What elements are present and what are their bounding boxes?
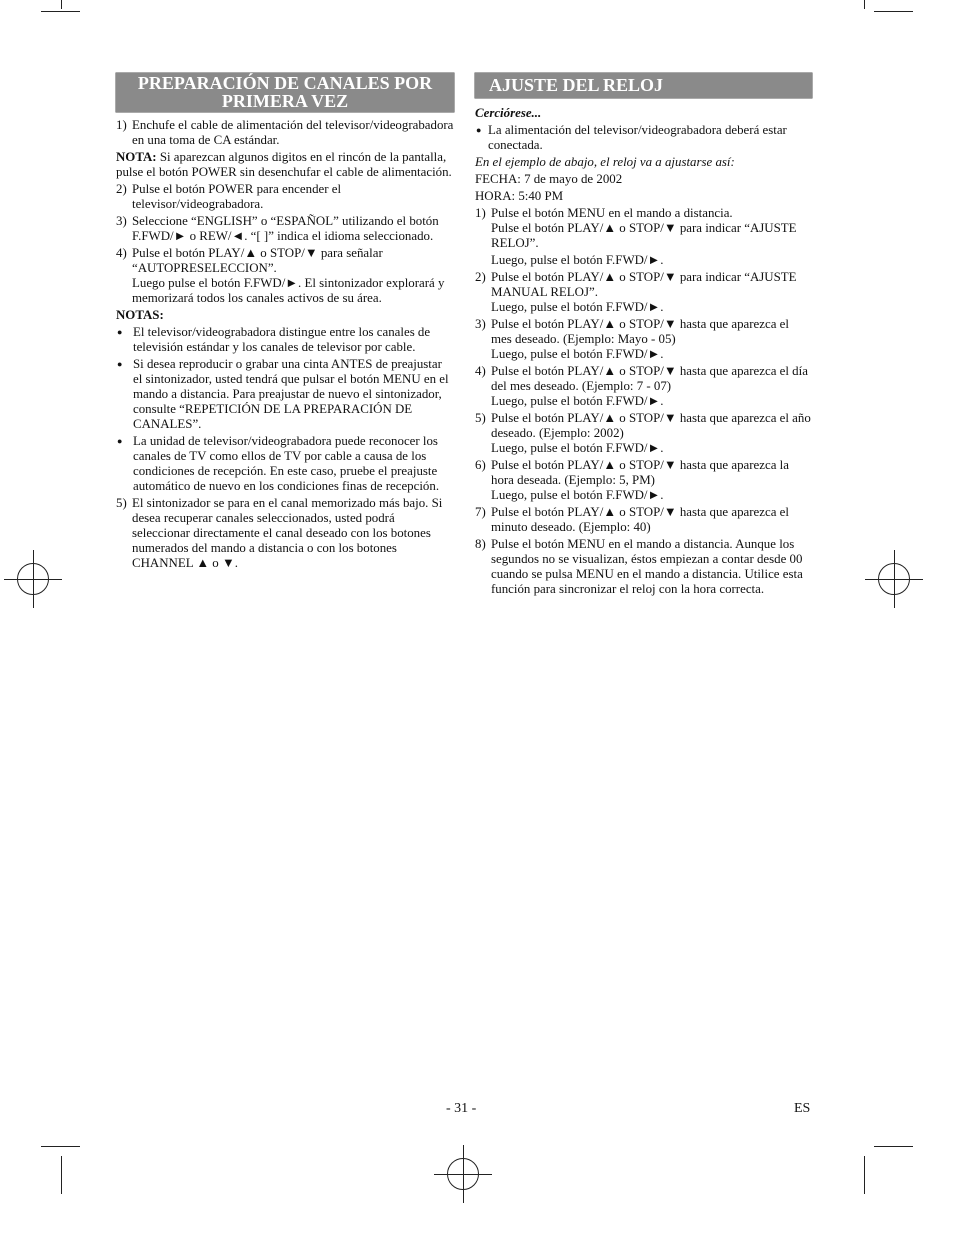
step-number: 6) — [475, 458, 486, 472]
step-number: 5) — [475, 411, 486, 425]
step-continuation: Luego, pulse el botón F.FWD/►. — [491, 347, 664, 361]
step-text: Pulse el botón PLAY/▲ o STOP/▼ hasta que aparezca el minuto deseado. (Ejemplo: 40) — [491, 505, 789, 534]
nota-text: Si aparezcan algunos digitos en el rincón de la pantalla, pulse el botón POWER sin desenchufar el cable de alimentación. — [116, 150, 452, 179]
clock-step-3 — [475, 317, 812, 347]
crop-mark — [61, 1156, 62, 1194]
bullet-icon: ● — [117, 436, 123, 446]
step-number: 5) — [116, 496, 127, 510]
step-continuation: Luego, pulse el botón F.FWD/►. — [491, 441, 664, 455]
registration-mark — [878, 563, 910, 595]
step-number: 8) — [475, 537, 486, 551]
crop-mark — [864, 0, 865, 9]
nota-bullet — [116, 325, 454, 355]
crop-mark — [874, 1146, 913, 1147]
crop-mark — [864, 1156, 865, 1194]
nota-bullet — [116, 434, 454, 494]
step-text: Pulse el botón PLAY/▲ o STOP/▼ hasta que aparezca el año deseado. (Ejemplo: 2002) — [491, 411, 811, 440]
nota-paragraph — [116, 150, 454, 180]
bullet-icon: ● — [117, 327, 123, 337]
registration-mark — [447, 1158, 479, 1190]
crop-mark — [61, 0, 62, 9]
clock-step-2 — [475, 270, 812, 300]
step-continuation: Luego, pulse el botón F.FWD/►. — [491, 253, 664, 267]
registration-mark — [17, 563, 49, 595]
clock-step-7 — [475, 505, 812, 535]
section-heading-clock: AJUSTE DEL RELOJ — [475, 73, 812, 98]
bullet-icon: ● — [117, 359, 123, 369]
step-continuation: Luego, pulse el botón F.FWD/►. — [491, 394, 664, 408]
right-column — [475, 73, 812, 599]
cerciorese-bullet — [475, 123, 812, 153]
cerciorese-label — [475, 106, 812, 121]
nota-bullet — [116, 357, 454, 432]
step-3 — [116, 214, 454, 244]
clock-steps-list — [475, 206, 812, 597]
step-text: Pulse el botón MENU en el mando a distancia. Aunque los segundos no se visualizan, éstos empiezan a contar desde 00 cuando se pulsa MENU en el mando a distancia. Utilice esta función para sincronizar el reloj con la hora correcta. — [491, 537, 803, 596]
step-number: 7) — [475, 505, 486, 519]
clock-step-8 — [475, 537, 812, 597]
step-number: 1) — [475, 206, 486, 220]
clock-step-4 — [475, 364, 812, 394]
step-text: Enchufe el cable de alimentación del televisor/videograbadora en una toma de CA estándar. — [132, 118, 454, 147]
example-intro: En el ejemplo de abajo, el reloj va a ajustarse así: — [475, 155, 735, 169]
crop-mark — [874, 11, 913, 12]
step-text: Pulse el botón PLAY/▲ o STOP/▼ para indicar “AJUSTE MANUAL RELOJ”. — [491, 270, 797, 299]
example-time: HORA: 5:40 PM — [475, 189, 564, 203]
step-text: Pulse el botón PLAY/▲ o STOP/▼ hasta que aparezca el día del mes deseado. (Ejemplo: 7 - 07) — [491, 364, 808, 393]
notas-label-text: NOTAS: — [116, 308, 164, 322]
step-text: Pulse el botón PLAY/▲ o STOP/▼ hasta que aparezca la hora deseada. (Ejemplo: 5, PM) — [491, 458, 789, 487]
cerciorese-text: Cerciórese... — [475, 106, 542, 120]
bullet-text: La unidad de televisor/videograbadora puede reconocer los canales de TV como ellos de TV por cable a causa de los condiciones de recepción. En este caso, pruebe el preajuste automático de nuevo en los condiciones finas de recepción. — [133, 434, 440, 493]
clock-step-6 — [475, 458, 812, 488]
clock-step-5 — [475, 411, 812, 441]
bullet-text: El televisor/videograbadora distingue entre los canales de televisión estándar y los canales de televisor por cable. — [133, 325, 431, 354]
nota-label: NOTA: — [116, 150, 157, 164]
clock-step-1 — [475, 206, 812, 221]
step-text: Pulse el botón MENU en el mando a distancia. — [491, 206, 733, 220]
step-text: Seleccione “ENGLISH” o “ESPAÑOL” utilizando el botón F.FWD/► o REW/◄. “[ ]” indica el idioma seleccionado. — [132, 214, 439, 243]
bullet-text: La alimentación del televisor/videograbadora deberá estar conectada. — [488, 123, 787, 152]
step-4-continuation: Luego pulse el botón F.FWD/►. El sintonizador explorará y memorizará todos los canales activos de su área. — [132, 276, 445, 305]
step-number: 3) — [475, 317, 486, 331]
step-2 — [116, 182, 454, 212]
step-number: 4) — [475, 364, 486, 378]
step-4 — [116, 246, 454, 276]
step-1 — [116, 118, 454, 148]
notas-label — [116, 308, 454, 323]
step-continuation: Pulse el botón PLAY/▲ o STOP/▼ para indicar “AJUSTE RELOJ”. — [491, 221, 797, 250]
step-number: 1) — [116, 118, 127, 132]
bullet-icon: ● — [476, 125, 482, 135]
crop-mark — [41, 1146, 80, 1147]
section-heading-channels: PREPARACIÓN DE CANALES POR PRIMERA VEZ — [116, 73, 454, 112]
example-date: FECHA: 7 de mayo de 2002 — [475, 172, 623, 186]
bullet-text: Si desea reproducir o grabar una cinta ANTES de preajustar el sintonizador, usted tendrá que pulsar el botón MENU en el mando a distancia. Para preajustar de nuevo el sintonizador, consulte “REPETICIÓN DE LA PREPARACIÓN DE CANALES”. — [133, 357, 449, 431]
step-number: 2) — [116, 182, 127, 196]
step-continuation: Luego, pulse el botón F.FWD/►. — [491, 488, 664, 502]
step-number: 2) — [475, 270, 486, 284]
step-continuation: Luego, pulse el botón F.FWD/►. — [491, 300, 664, 314]
page-number: - 31 - — [446, 1101, 477, 1116]
step-text: El sintonizador se para en el canal memorizado más bajo. Si desea recuperar canales seleccionados, usted podrá seleccionar directamente el canal deseado con los botones numerados del mando a distancia o con los botones CHANNEL ▲ o ▼. — [132, 496, 443, 570]
step-5 — [116, 496, 454, 571]
left-column — [116, 73, 454, 573]
step-text: Pulse el botón PLAY/▲ o STOP/▼ para señalar “AUTOPRESELECCION”. — [132, 246, 383, 275]
step-text: Pulse el botón POWER para encender el televisor/videograbadora. — [132, 182, 342, 211]
step-number: 3) — [116, 214, 127, 228]
step-text: Pulse el botón PLAY/▲ o STOP/▼ hasta que aparezca el mes deseado. (Ejemplo: Mayo - 05) — [491, 317, 789, 346]
crop-mark — [41, 11, 80, 12]
language-code: ES — [794, 1101, 811, 1116]
step-number: 4) — [116, 246, 127, 260]
